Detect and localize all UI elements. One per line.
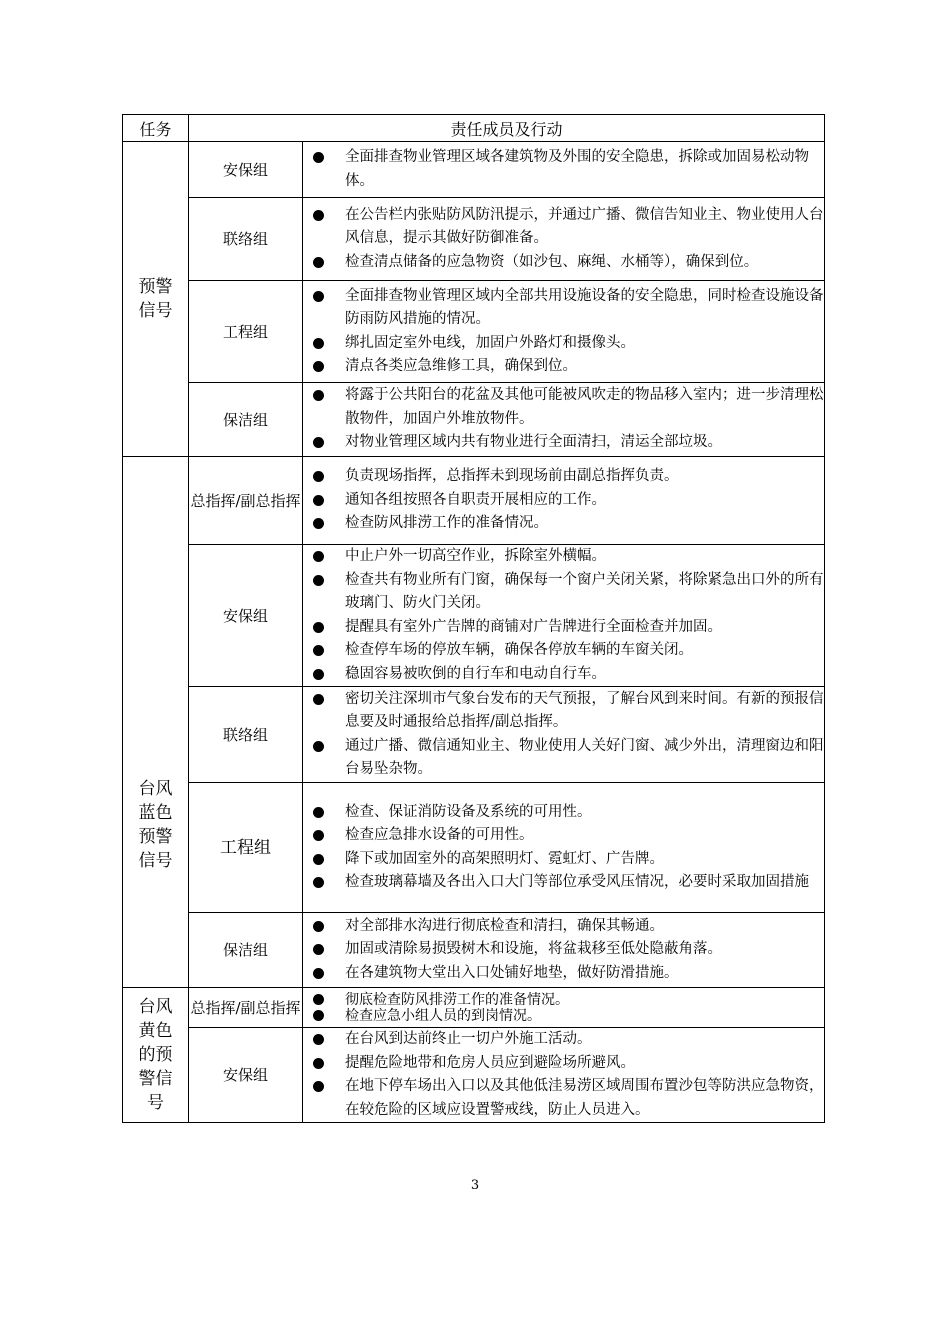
task-label: 台风黄色的预警信号 <box>138 997 173 1113</box>
table-row <box>123 281 825 383</box>
list-item <box>303 545 824 569</box>
list-item <box>303 962 824 986</box>
list-item <box>303 512 824 536</box>
actions-cell <box>303 687 825 783</box>
actions-cell <box>303 281 825 383</box>
action-text: 将露于公共阳台的花盆及其他可能被风吹走的物品移入室内；进一步清理松散物件，加固户外堆放物件。 <box>345 387 824 427</box>
list-item <box>303 1008 824 1024</box>
action-text: 提醒具有室外广告牌的商铺对广告牌进行全面检查并加固。 <box>345 618 722 635</box>
action-text: 降下或加固室外的高架照明灯、霓虹灯、广告牌。 <box>345 850 664 867</box>
table-row <box>123 142 825 198</box>
bullet-icon <box>313 338 324 349</box>
group-name: 联络组 <box>222 230 268 248</box>
group-cell <box>189 142 303 198</box>
bullet-icon <box>313 518 324 529</box>
list-item <box>303 384 824 431</box>
group-cell <box>189 383 303 457</box>
group-name: 安保组 <box>222 606 268 625</box>
list-item <box>303 332 824 356</box>
list-item <box>303 489 824 513</box>
bullet-icon <box>313 471 324 482</box>
action-text: 在地下停车场出入口以及其他低洼易涝区域周围布置沙包等防洪应急物资，在较危险的区域应设置警戒线，防止人员进入。 <box>345 1078 824 1118</box>
group-name: 安保组 <box>222 1066 268 1084</box>
list-item <box>303 285 824 332</box>
header-responsibility: 责任成员及行动 <box>189 115 825 142</box>
group-name: 安保组 <box>222 160 268 179</box>
bullet-icon <box>313 669 324 680</box>
action-text: 在台风到达前终止一切户外施工活动。 <box>345 1031 592 1047</box>
group-name: 工程组 <box>222 322 268 341</box>
action-list <box>303 801 824 895</box>
action-text: 清点各类应急维修工具，确保到位。 <box>345 358 577 374</box>
actions-cell <box>303 142 825 198</box>
bullet-icon <box>313 877 324 888</box>
action-list <box>303 915 824 986</box>
bullet-icon <box>313 495 324 506</box>
action-text: 检查防风排涝工作的准备情况。 <box>345 515 548 532</box>
task-label: 台风蓝色预警信号 <box>138 779 173 871</box>
action-text: 检查应急小组人员的到岗情况。 <box>345 1007 541 1024</box>
action-text: 检查玻璃幕墙及各出入口大门等部位承受风压情况，必要时采取加固措施 <box>345 874 809 890</box>
action-text: 负责现场指挥，总指挥未到现场前由副总指挥负责。 <box>345 468 679 485</box>
task-cell <box>123 457 189 988</box>
table-row <box>123 545 825 687</box>
list-item <box>303 824 824 848</box>
bullet-icon <box>313 968 324 979</box>
action-text: 检查共有物业所有门窗，确保每一个窗户关闭关紧，将除紧急出口外的所有玻璃门、防火门关闭。 <box>345 571 824 611</box>
action-text: 绑扎固定室外电线，加固户外路灯和摄像头。 <box>345 334 635 351</box>
actions-cell <box>303 913 825 988</box>
bullet-icon <box>313 390 324 401</box>
group-cell <box>189 913 303 988</box>
bullet-icon <box>313 854 324 865</box>
bullet-icon <box>313 1010 324 1021</box>
bullet-icon <box>313 257 324 268</box>
list-item <box>303 465 824 489</box>
list-item <box>303 616 824 640</box>
action-text: 稳固容易被吹倒的自行车和电动自行车。 <box>345 665 606 682</box>
action-text: 全面排查物业管理区域内全部共用设施设备的安全隐患，同时检查设施设备防雨防风措施的情况。 <box>345 287 824 327</box>
action-text: 彻底检查防风排涝工作的准备情况。 <box>345 991 569 1008</box>
list-item <box>303 1075 824 1122</box>
list-item <box>303 431 824 455</box>
page-number: 3 <box>470 1178 480 1193</box>
actions-cell <box>303 383 825 457</box>
list-item <box>303 735 824 782</box>
table-row <box>123 1028 825 1123</box>
list-item <box>303 639 824 663</box>
action-text: 在各建筑物大堂出入口处铺好地垫，做好防滑措施。 <box>345 964 679 981</box>
emergency-response-table <box>122 114 825 1123</box>
action-text: 提醒危险地带和危房人员应到避险场所避风。 <box>345 1054 635 1071</box>
task-cell <box>123 142 189 457</box>
group-cell <box>189 545 303 687</box>
table-header-row <box>123 115 825 142</box>
actions-cell <box>303 1028 825 1123</box>
list-item <box>303 355 824 379</box>
list-item <box>303 569 824 616</box>
action-text: 在公告栏内张贴防风防汛提示，并通过广播、微信告知业主、物业使用人台风信息，提示其做好防御准备。 <box>345 206 824 247</box>
table-row <box>123 913 825 988</box>
action-list <box>303 384 824 455</box>
bullet-icon <box>313 152 324 163</box>
list-item <box>303 251 824 275</box>
action-list <box>303 146 824 193</box>
group-cell <box>189 457 303 545</box>
action-text: 检查应急排水设备的可用性。 <box>345 827 534 843</box>
list-item <box>303 801 824 825</box>
header-task: 任务 <box>123 115 189 142</box>
list-item <box>303 915 824 939</box>
bullet-icon <box>313 1081 324 1092</box>
action-list <box>303 688 824 782</box>
list-item <box>303 871 824 895</box>
action-list <box>303 204 824 275</box>
action-text: 密切关注深圳市气象台发布的天气预报，了解台风到来时间。有新的预报信息要及时通报给总指挥/副总指挥。 <box>345 690 824 730</box>
group-cell <box>189 988 303 1028</box>
bullet-icon <box>313 1058 324 1069</box>
table-row <box>123 687 825 783</box>
action-list <box>303 992 824 1024</box>
action-text: 加固或清除易损毁树木和设施，将盆栽移至低处隐蔽角落。 <box>345 941 722 958</box>
group-name: 保洁组 <box>222 410 268 429</box>
group-name: 保洁组 <box>222 941 268 959</box>
group-cell <box>189 281 303 383</box>
list-item <box>303 204 824 251</box>
action-list <box>303 285 824 379</box>
group-cell <box>189 1028 303 1123</box>
bullet-icon <box>313 210 324 221</box>
bullet-icon <box>313 921 324 932</box>
actions-cell <box>303 783 825 913</box>
bullet-icon <box>313 622 324 633</box>
list-item <box>303 938 824 962</box>
list-item <box>303 146 824 193</box>
bullet-icon <box>313 1034 324 1045</box>
action-text: 检查清点储备的应急物资（如沙包、麻绳、水桶等），确保到位。 <box>345 253 759 270</box>
table-row <box>123 988 825 1028</box>
table-row <box>123 783 825 913</box>
group-cell <box>189 783 303 913</box>
actions-cell <box>303 545 825 687</box>
group-cell <box>189 198 303 281</box>
bullet-icon <box>313 645 324 656</box>
action-text: 中止户外一切高空作业，拆除室外横幅。 <box>345 548 606 564</box>
bullet-icon <box>313 830 324 841</box>
action-list <box>303 545 824 686</box>
actions-cell <box>303 198 825 281</box>
list-item <box>303 663 824 687</box>
task-cell <box>123 988 189 1123</box>
action-list <box>303 465 824 536</box>
bullet-icon <box>313 437 324 448</box>
group-name: 总指挥/副总指挥 <box>190 491 301 510</box>
actions-cell <box>303 988 825 1028</box>
list-item <box>303 688 824 735</box>
bullet-icon <box>313 551 324 562</box>
group-name: 总指挥/副总指挥 <box>190 998 301 1017</box>
table-row <box>123 383 825 457</box>
group-cell <box>189 687 303 783</box>
action-text: 检查、保证消防设备及系统的可用性。 <box>345 803 592 820</box>
list-item <box>303 992 824 1008</box>
list-item <box>303 1052 824 1076</box>
bullet-icon <box>313 291 324 302</box>
action-text: 对全部排水沟进行彻底检查和清扫，确保其畅通。 <box>345 917 664 934</box>
group-name: 联络组 <box>222 725 268 744</box>
bullet-icon <box>313 741 324 752</box>
actions-cell <box>303 457 825 545</box>
action-text: 通过广播、微信通知业主、物业使用人关好门窗、减少外出，清理窗边和阳台易坠杂物。 <box>345 737 824 777</box>
bullet-icon <box>313 944 324 955</box>
table-row <box>123 198 825 281</box>
action-text: 对物业管理区域内共有物业进行全面清扫，清运全部垃圾。 <box>345 434 722 451</box>
list-item <box>303 1028 824 1052</box>
action-text: 通知各组按照各自职责开展相应的工作。 <box>345 491 606 508</box>
bullet-icon <box>313 361 324 372</box>
action-text: 全面排查物业管理区域各建筑物及外围的安全隐患，拆除或加固易松动物体。 <box>345 149 809 189</box>
bullet-icon <box>313 694 324 705</box>
task-label: 预警信号 <box>138 277 173 321</box>
list-item <box>303 848 824 872</box>
bullet-icon <box>313 807 324 818</box>
action-text: 检查停车场的停放车辆，确保各停放车辆的车窗关闭。 <box>345 642 693 658</box>
bullet-icon <box>313 994 324 1005</box>
group-name: 工程组 <box>220 837 271 858</box>
action-list <box>303 1028 824 1122</box>
bullet-icon <box>313 575 324 586</box>
table-row <box>123 457 825 545</box>
